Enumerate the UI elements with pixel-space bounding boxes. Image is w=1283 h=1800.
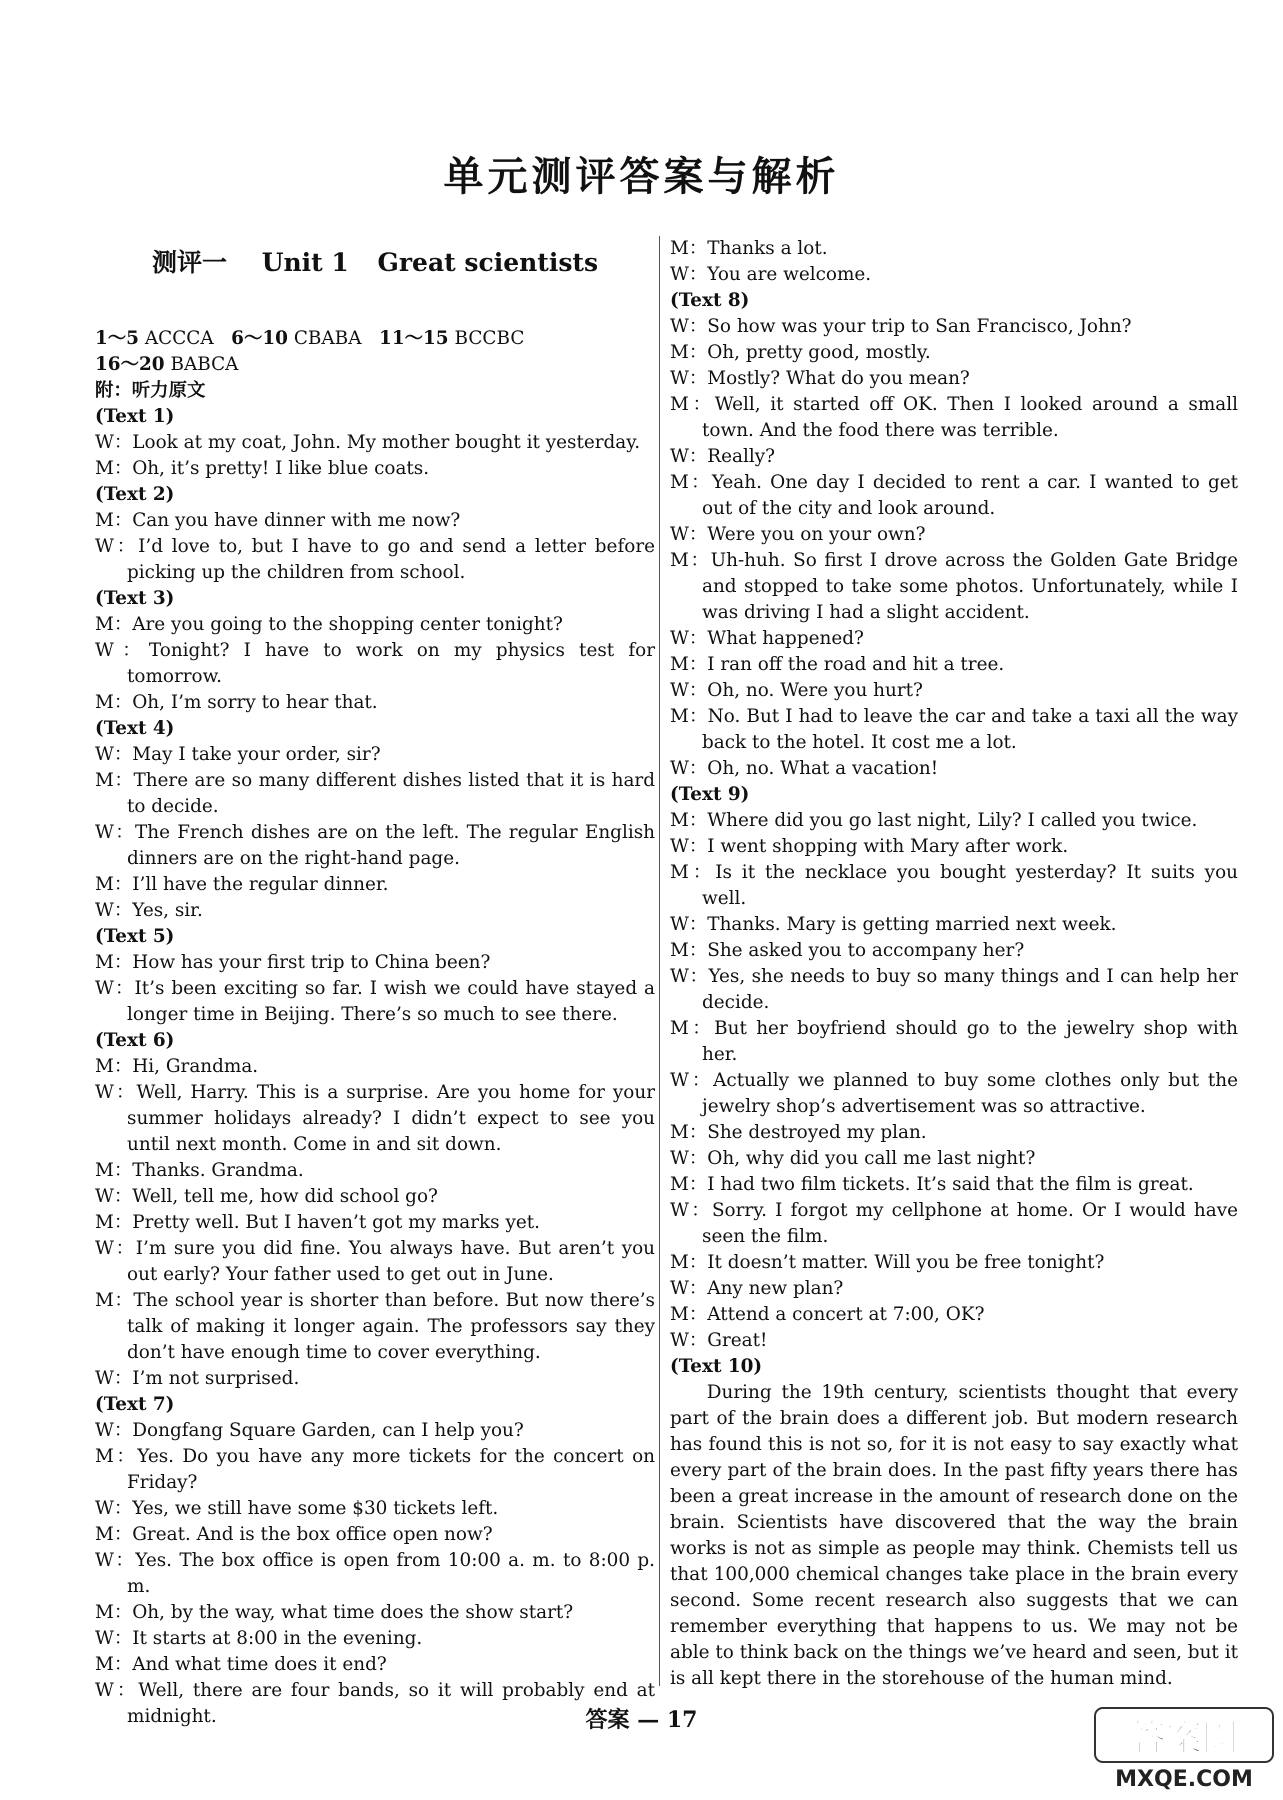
dialogue-line (670, 1328, 1238, 1354)
speaker-label: W： (670, 446, 708, 467)
dialogue-text: Sorry. I forgot my cellphone at home. Or I would have seen the film. (702, 1200, 1238, 1247)
section-topic: Great scientists (377, 248, 599, 277)
answer-keys: CBABA (293, 328, 362, 349)
dialogue-line (670, 678, 1238, 704)
dialogue-line (670, 964, 1238, 1016)
dialogue-line (95, 1158, 655, 1184)
dialogue-line (670, 808, 1238, 834)
dialogue-text: I’m sure you did fine. You always have. But aren’t you out early? Your father used to get out in June. (127, 1238, 655, 1285)
dialogue-text: You are welcome. (707, 264, 872, 285)
dialogue-line (95, 820, 655, 872)
answer-line-2 (95, 352, 655, 378)
page-title: 单元测评答案与解析 (443, 154, 840, 200)
speaker-label: M： (670, 706, 708, 727)
dialogue-line (670, 1172, 1238, 1198)
text-heading: (Text 10) (670, 1356, 763, 1377)
dialogue-text: Yes. Do you have any more tickets for the concert on Friday? (127, 1446, 655, 1493)
text-heading: (Text 6) (95, 1030, 175, 1051)
answer-keys: BABCA (170, 354, 239, 375)
dialogue-line (95, 1366, 655, 1392)
section-label: 测评一 (151, 248, 227, 277)
speaker-label: M： (95, 692, 133, 713)
dialogue-line (95, 430, 655, 456)
dialogue-line (670, 1068, 1238, 1120)
dialogue-text: Yes, we still have some $30 tickets left. (132, 1498, 499, 1519)
speaker-label: M： (670, 1174, 708, 1195)
dialogue-line (95, 1054, 655, 1080)
dialogue-line (670, 366, 1238, 392)
speaker-label: M： (670, 654, 708, 675)
dialogue-line (95, 534, 655, 586)
speaker-label: W： (95, 1238, 136, 1259)
dialogue-text: Mostly? What do you mean? (707, 368, 970, 389)
dialogue-line (95, 612, 655, 638)
dialogue-text: Dongfang Square Garden, can I help you? (132, 1420, 524, 1441)
dialogue-line (95, 898, 655, 924)
speaker-label: M： (95, 1056, 133, 1077)
speaker-label: M： (670, 394, 715, 415)
dialogue-text: Yes. The box office is open from 10:00 a. m. to 8:00 p. m. (127, 1550, 656, 1597)
speaker-label: W： (670, 680, 708, 701)
speaker-label: M： (670, 1252, 708, 1273)
speaker-label: M： (95, 770, 134, 791)
answer-line-1 (95, 326, 655, 352)
dialogue-line (95, 950, 655, 976)
dialogue-text: Really? (707, 446, 776, 467)
text-heading: (Text 4) (95, 718, 175, 739)
dialogue-text: May I take your order, sir? (132, 744, 381, 765)
speaker-label: W： (670, 1200, 712, 1221)
dialogue-text: Well, tell me, how did school go? (132, 1186, 438, 1207)
dialogue-text: It starts at 8:00 in the evening. (132, 1628, 423, 1649)
dialogue-line (670, 1250, 1238, 1276)
speaker-label: M： (95, 1524, 133, 1545)
dialogue-text: Any new plan? (707, 1278, 844, 1299)
dialogue-line (670, 1198, 1238, 1250)
speaker-label: M： (670, 1122, 708, 1143)
dialogue-line (670, 834, 1238, 860)
dialogue-line (670, 236, 1238, 262)
dialogue-text: Thanks. Grandma. (132, 1160, 304, 1181)
dialogue-line (670, 1146, 1238, 1172)
speaker-label: W： (670, 1070, 714, 1091)
speaker-label: W： (95, 1628, 133, 1649)
speaker-label: W： (95, 640, 149, 661)
speaker-label: M： (95, 510, 133, 531)
speaker-label: W： (670, 316, 708, 337)
dialogue-line (670, 444, 1238, 470)
speaker-label: M： (670, 342, 708, 363)
text-heading: (Text 7) (95, 1394, 175, 1415)
speaker-label: M： (95, 1290, 134, 1311)
dialogue-line (670, 470, 1238, 522)
dialogue-line (670, 340, 1238, 366)
speaker-label: W： (95, 1498, 133, 1519)
dialogue-text: Are you going to the shopping center tonight? (132, 614, 563, 635)
dialogue-line (670, 652, 1238, 678)
dialogue-text: Yes, she needs to buy so many things and I can help her decide. (702, 966, 1238, 1013)
dialogue-line (95, 1184, 655, 1210)
dialogue-text: Pretty well. But I haven’t got my marks yet. (132, 1212, 540, 1233)
dialogue-line (95, 456, 655, 482)
dialogue-text: But her boyfriend should go to the jewelry shop with her. (702, 1018, 1238, 1065)
dialogue-line (95, 1210, 655, 1236)
speaker-label: M： (670, 472, 712, 493)
dialogue-text: I’d love to, but I have to go and send a letter before picking up the children from school. (127, 536, 655, 583)
speaker-label: M： (670, 1018, 715, 1039)
dialogue-line (95, 1522, 655, 1548)
left-dialogues (95, 404, 655, 1730)
dialogue-line (95, 508, 655, 534)
appendix-label: 附：听力原文 (95, 380, 206, 401)
text-heading: (Text 3) (95, 588, 175, 609)
dialogue-line (95, 1418, 655, 1444)
watermark-top: 答案圈 (1129, 1718, 1239, 1759)
dialogue-text: Oh, it’s pretty! I like blue coats. (132, 458, 430, 479)
speaker-label: W： (670, 628, 708, 649)
dialogue-text: Were you on your own? (707, 524, 926, 545)
speaker-label: W： (95, 1680, 139, 1701)
speaker-label: M： (670, 940, 708, 961)
dialogue-text: Oh, no. What a vacation! (707, 758, 939, 779)
dialogue-text: She asked you to accompany her? (707, 940, 1025, 961)
dialogue-text: Hi, Grandma. (132, 1056, 259, 1077)
dialogue-line (670, 1016, 1238, 1068)
dialogue-text: Actually we planned to buy some clothes only but the jewelry shop’s advertisement was so attractive. (702, 1070, 1238, 1117)
dialogue-line (95, 1288, 655, 1366)
dialogue-text: What happened? (707, 628, 864, 649)
answer-range: 16～20 (95, 354, 165, 375)
dialogue-line (670, 912, 1238, 938)
dialogue-text: Oh, why did you call me last night? (707, 1148, 1036, 1169)
speaker-label: W： (95, 822, 136, 843)
dialogue-line (670, 522, 1238, 548)
speaker-label: W： (670, 914, 708, 935)
page-footer: 答案 — 17 (585, 1707, 698, 1733)
speaker-label: W： (670, 368, 708, 389)
speaker-label: M： (95, 1212, 133, 1233)
speaker-label: M： (670, 1304, 708, 1325)
dialogue-line (95, 742, 655, 768)
dialogue-text: The school year is shorter than before. But now there’s talk of making it longer again. The professors say they don’t have enough time to cover everything. (127, 1290, 655, 1363)
dialogue-text: I ran off the road and hit a tree. (707, 654, 1005, 675)
section-heading (95, 250, 655, 276)
speaker-label: W： (95, 1186, 133, 1207)
dialogue-text: Well, Harry. This is a surprise. Are you home for your summer holidays already? I didn’t expect to see you until next month. Come in and sit down. (127, 1082, 655, 1155)
dialogue-line (95, 1080, 655, 1158)
text-heading: (Text 8) (670, 290, 750, 311)
text-heading: (Text 1) (95, 406, 175, 427)
dialogue-text: Attend a concert at 7:00, OK? (707, 1304, 985, 1325)
speaker-label: M： (95, 614, 133, 635)
dialogue-text: I’m not surprised. (132, 1368, 300, 1389)
dialogue-text: Oh, no. Were you hurt? (707, 680, 923, 701)
dialogue-line (670, 314, 1238, 340)
speaker-label: W： (95, 1420, 133, 1441)
dialogue-line (670, 860, 1238, 912)
answer-range: 1～5 (95, 328, 139, 349)
dialogue-line (95, 1444, 655, 1496)
dialogue-line (95, 1236, 655, 1288)
dialogue-line (95, 638, 655, 690)
dialogue-text: Well, there are four bands, so it will probably end at midnight. (127, 1680, 655, 1727)
speaker-label: W： (670, 524, 708, 545)
dialogue-line (670, 392, 1238, 444)
dialogue-line (670, 1302, 1238, 1328)
dialogue-line (670, 756, 1238, 782)
dialogue-text: Look at my coat, John. My mother bought it yesterday. (132, 432, 641, 453)
dialogue-text: It doesn’t matter. Will you be free tonight? (707, 1252, 1105, 1273)
passage-paragraph: During the 19th century, scientists thought that every part of the brain does a different job. But modern research has found this is not so, for it is not easy to say exactly what every part of the brain does. In the past fifty years there has been a great increase in the amount of research done on the brain. Scientists have discovered that the way the brain works is not as simple as people may think. Chemists tell us that 100,000 chemical changes take place in the brain every second. Some recent research also suggests that we can remember everything that happens to us. We may not be able to think back on the things we’ve heard and seen, but it is all kept there in the storehouse of the human mind. (670, 1382, 1238, 1689)
dialogue-text: Great! (707, 1330, 768, 1351)
dialogue-line (670, 1120, 1238, 1146)
speaker-label: W： (670, 1148, 708, 1169)
dialogue-text: How has your first trip to China been? (132, 952, 491, 973)
speaker-label: W： (95, 900, 133, 921)
dialogue-text: There are so many different dishes listed that it is hard to decide. (127, 770, 655, 817)
dialogue-text: I went shopping with Mary after work. (707, 836, 1069, 857)
dialogue-text: She destroyed my plan. (707, 1122, 927, 1143)
dialogue-text: Well, it started off OK. Then I looked around a small town. And the food there was terrible. (702, 394, 1238, 441)
answer-keys: BCCBC (454, 328, 525, 349)
column-divider (659, 236, 660, 1686)
dialogue-text: Oh, pretty good, mostly. (707, 342, 931, 363)
right-column (670, 236, 1238, 1692)
section-unit: Unit 1 (261, 248, 349, 277)
text-heading: (Text 5) (95, 926, 175, 947)
dialogue-text: Thanks a lot. (707, 238, 828, 259)
dialogue-text: Where did you go last night, Lily? I called you twice. (707, 810, 1198, 831)
dialogue-text: Tonight? I have to work on my physics test for tomorrow. (127, 640, 655, 687)
speaker-label: M： (95, 1654, 133, 1675)
dialogue-line (95, 1600, 655, 1626)
speaker-label: W： (670, 758, 708, 779)
dialogue-line (95, 1496, 655, 1522)
speaker-label: W： (670, 264, 708, 285)
answer-keys: ACCCA (144, 328, 214, 349)
dialogue-text: Oh, by the way, what time does the show start? (132, 1602, 574, 1623)
speaker-label: W： (670, 836, 708, 857)
speaker-label: W： (670, 1330, 708, 1351)
dialogue-line (95, 872, 655, 898)
right-dialogues (670, 236, 1238, 1692)
dialogue-line (95, 976, 655, 1028)
dialogue-line (670, 938, 1238, 964)
dialogue-text: Great. And is the box office open now? (132, 1524, 493, 1545)
speaker-label: M： (95, 458, 133, 479)
text-heading: (Text 2) (95, 484, 175, 505)
speaker-label: W： (95, 978, 135, 999)
speaker-label: M： (670, 862, 716, 883)
dialogue-text: Can you have dinner with me now? (132, 510, 461, 531)
dialogue-text: Oh, I’m sorry to hear that. (132, 692, 378, 713)
dialogue-line (670, 262, 1238, 288)
dialogue-line (670, 1276, 1238, 1302)
dialogue-text: So how was your trip to San Francisco, John? (707, 316, 1132, 337)
speaker-label: M： (670, 810, 708, 831)
speaker-label: W： (95, 1368, 133, 1389)
dialogue-line (95, 690, 655, 716)
dialogue-text: The French dishes are on the left. The regular English dinners are on the right-hand page. (127, 822, 656, 869)
dialogue-line (95, 1652, 655, 1678)
speaker-label: W： (670, 1278, 708, 1299)
speaker-label: M： (95, 1602, 133, 1623)
watermark-logo (1093, 1706, 1275, 1792)
dialogue-text: Yes, sir. (132, 900, 203, 921)
dialogue-line (95, 1548, 655, 1600)
dialogue-line (670, 548, 1238, 626)
dialogue-line (95, 768, 655, 820)
left-body (95, 326, 655, 1730)
dialogue-text: No. But I had to leave the car and take a taxi all the way back to the hotel. It cost me a lot. (702, 706, 1238, 753)
speaker-label: M： (95, 874, 133, 895)
dialogue-text: I had two film tickets. It’s said that the film is great. (707, 1174, 1194, 1195)
speaker-label: W： (95, 432, 133, 453)
speaker-label: M： (670, 550, 711, 571)
dialogue-text: It’s been exciting so far. I wish we could have stayed a longer time in Beijing. There’s so much to see there. (127, 978, 655, 1025)
speaker-label: M： (95, 1160, 133, 1181)
speaker-label: W： (670, 966, 709, 987)
speaker-label: W： (95, 1550, 136, 1571)
answer-range: 11～15 (379, 328, 449, 349)
speaker-label: M： (95, 952, 133, 973)
dialogue-text: I’ll have the regular dinner. (132, 874, 389, 895)
dialogue-text: Yeah. One day I decided to rent a car. I wanted to get out of the city and look around. (702, 472, 1238, 519)
dialogue-text: Thanks. Mary is getting married next week. (707, 914, 1117, 935)
speaker-label: W： (95, 744, 133, 765)
dialogue-text: Is it the necklace you bought yesterday? It suits you well. (702, 862, 1238, 909)
text-heading: (Text 9) (670, 784, 750, 805)
speaker-label: M： (95, 1446, 138, 1467)
dialogue-text: Uh-huh. So first I drove across the Golden Gate Bridge and stopped to take some photos. Unfortunately, while I was driving I had a slight accident. (702, 550, 1238, 623)
dialogue-line (670, 704, 1238, 756)
answer-range: 6～10 (231, 328, 288, 349)
dialogue-line (95, 1626, 655, 1652)
speaker-label: W： (95, 536, 139, 557)
dialogue-text: And what time does it end? (132, 1654, 387, 1675)
dialogue-line (670, 626, 1238, 652)
watermark-bottom: MXQE.COM (1115, 1767, 1253, 1792)
speaker-label: W： (95, 1082, 137, 1103)
speaker-label: M： (670, 238, 708, 259)
